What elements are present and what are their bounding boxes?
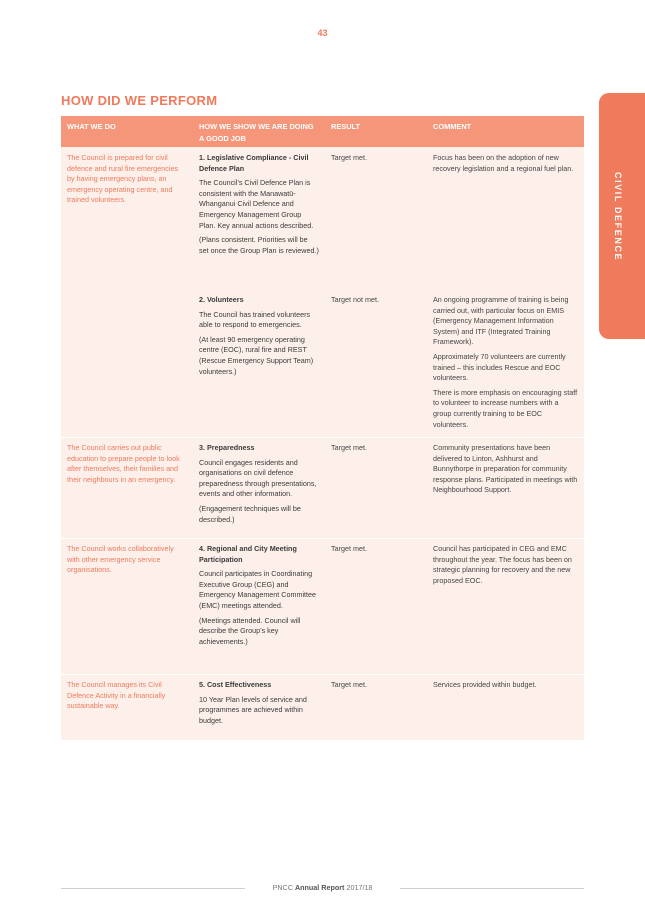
table-header: [61, 116, 584, 147]
row-outcome: The Council is prepared for civil defence and rural fire emergencies by having emergency plans, an emergency operating centre, and trained volunteers.: [67, 153, 179, 205]
header-result: RESULT: [331, 122, 361, 131]
row-result: Target met.: [331, 153, 367, 162]
table-body: [61, 147, 584, 740]
comment-paragraph: An ongoing programme of training is being carried out, with particular focus on EMIS (Emergency Management Information System) and ITF (Integrated Training Framework).: [433, 295, 569, 347]
footer-org: PNCC: [272, 883, 293, 892]
footer-divider-left: [61, 888, 245, 889]
table-row: [61, 674, 584, 740]
row-comment: [427, 443, 584, 538]
performance-table: [61, 116, 584, 740]
measure-title: 1. Legislative Compliance - Civil Defence Plan: [199, 153, 309, 173]
comment-paragraph: Focus has been on the adoption of new recovery legislation and a regional fuel plan.: [433, 153, 574, 173]
row-measure: [193, 153, 325, 292]
section-heading: HOW DID WE PERFORM: [61, 93, 218, 108]
row-result: Target met.: [331, 443, 367, 452]
row-measure: [193, 295, 325, 437]
row-comment: [427, 544, 584, 674]
page-number: 43: [317, 28, 328, 38]
comment-paragraph: Community presentations have been delivered to Linton, Ashhurst and Bunnythorpe in preparation for community response plans. Participated in meetings with Neighbourhood Support.: [433, 443, 578, 495]
row-measure: [193, 544, 325, 674]
row-result: Target not met.: [331, 295, 379, 304]
header-what-we-do: WHAT WE DO: [67, 122, 116, 131]
row-outcome: [61, 295, 193, 437]
row-measure: [193, 680, 325, 740]
row-outcome: The Council works collaboratively with other emergency service organisations.: [67, 544, 174, 575]
measure-paragraph: (At least 90 emergency operating centre (EOC), rural fire and REST (Rescue Emergency Support Team) volunteers.): [199, 334, 314, 376]
table-row: [61, 538, 584, 674]
row-comment: [427, 295, 584, 437]
measure-title: 5. Cost Effectiveness: [199, 680, 272, 689]
footer-report: Annual Report: [294, 883, 345, 892]
row-measure: [193, 443, 325, 538]
measure-paragraph: The Council’s Civil Defence Plan is consistent with the Manawatū-Whanganui Civil Defence and Emergency Management Group Plan. Key annual actions described.: [199, 178, 314, 230]
measure-paragraph: Council engages residents and organisations on civil defence preparedness through presentations, events and other information.: [199, 457, 317, 499]
header-how-we-show: HOW WE SHOW WE ARE DOING A GOOD JOB: [199, 122, 314, 143]
measure-paragraph: (Engagement techniques will be described.): [199, 503, 301, 524]
measure-title: 2. Volunteers: [199, 295, 244, 304]
footer: [245, 883, 400, 892]
row-outcome: The Council manages its Civil Defence Activity in a financially sustainable way.: [67, 680, 166, 711]
footer-divider-right: [400, 888, 584, 889]
table-row: [61, 147, 584, 292]
comment-paragraph: Approximately 70 volunteers are currently trained – this includes Rescue and EOC volunteers.: [433, 351, 566, 383]
measure-paragraph: (Meetings attended. Council will describe the Group’s key achievements.): [199, 615, 301, 646]
row-comment: [427, 153, 584, 292]
row-comment: [427, 680, 584, 740]
row-result: Target met.: [331, 544, 367, 553]
footer-year: 2017/18: [346, 883, 373, 892]
measure-title: 3. Preparedness: [199, 443, 255, 452]
comment-paragraph: Services provided within budget.: [433, 680, 537, 689]
measure-paragraph: (Plans consistent. Priorities will be set once the Group Plan is reviewed.): [199, 235, 319, 255]
table-row: [61, 437, 584, 538]
comment-paragraph: There is more emphasis on encouraging staff to volunteer to increase numbers with a group currently training to be EOC volunteers.: [433, 387, 578, 429]
header-comment: COMMENT: [433, 122, 472, 131]
row-outcome: The Council carries out public education to prepare people to look after themselves, their families and their neighbours in an emergency.: [67, 443, 180, 484]
side-tab-label: CIVIL DEFENCE: [613, 172, 623, 262]
row-result: Target met.: [331, 680, 367, 689]
comment-paragraph: Council has participated in CEG and EMC throughout the year. The focus has been on strategic planning for recovery and the new proposed EOC.: [433, 544, 572, 585]
measure-paragraph: The Council has trained volunteers able to respond to emergencies.: [199, 309, 311, 330]
measure-paragraph: 10 Year Plan levels of service and programmes are achieved within budget.: [199, 694, 307, 725]
table-row: [61, 292, 584, 437]
measure-paragraph: Council participates in Coordinating Executive Group (CEG) and Emergency Management Committee (EMC) meetings attended.: [199, 569, 317, 610]
measure-title: 4. Regional and City Meeting Participation: [199, 544, 297, 564]
